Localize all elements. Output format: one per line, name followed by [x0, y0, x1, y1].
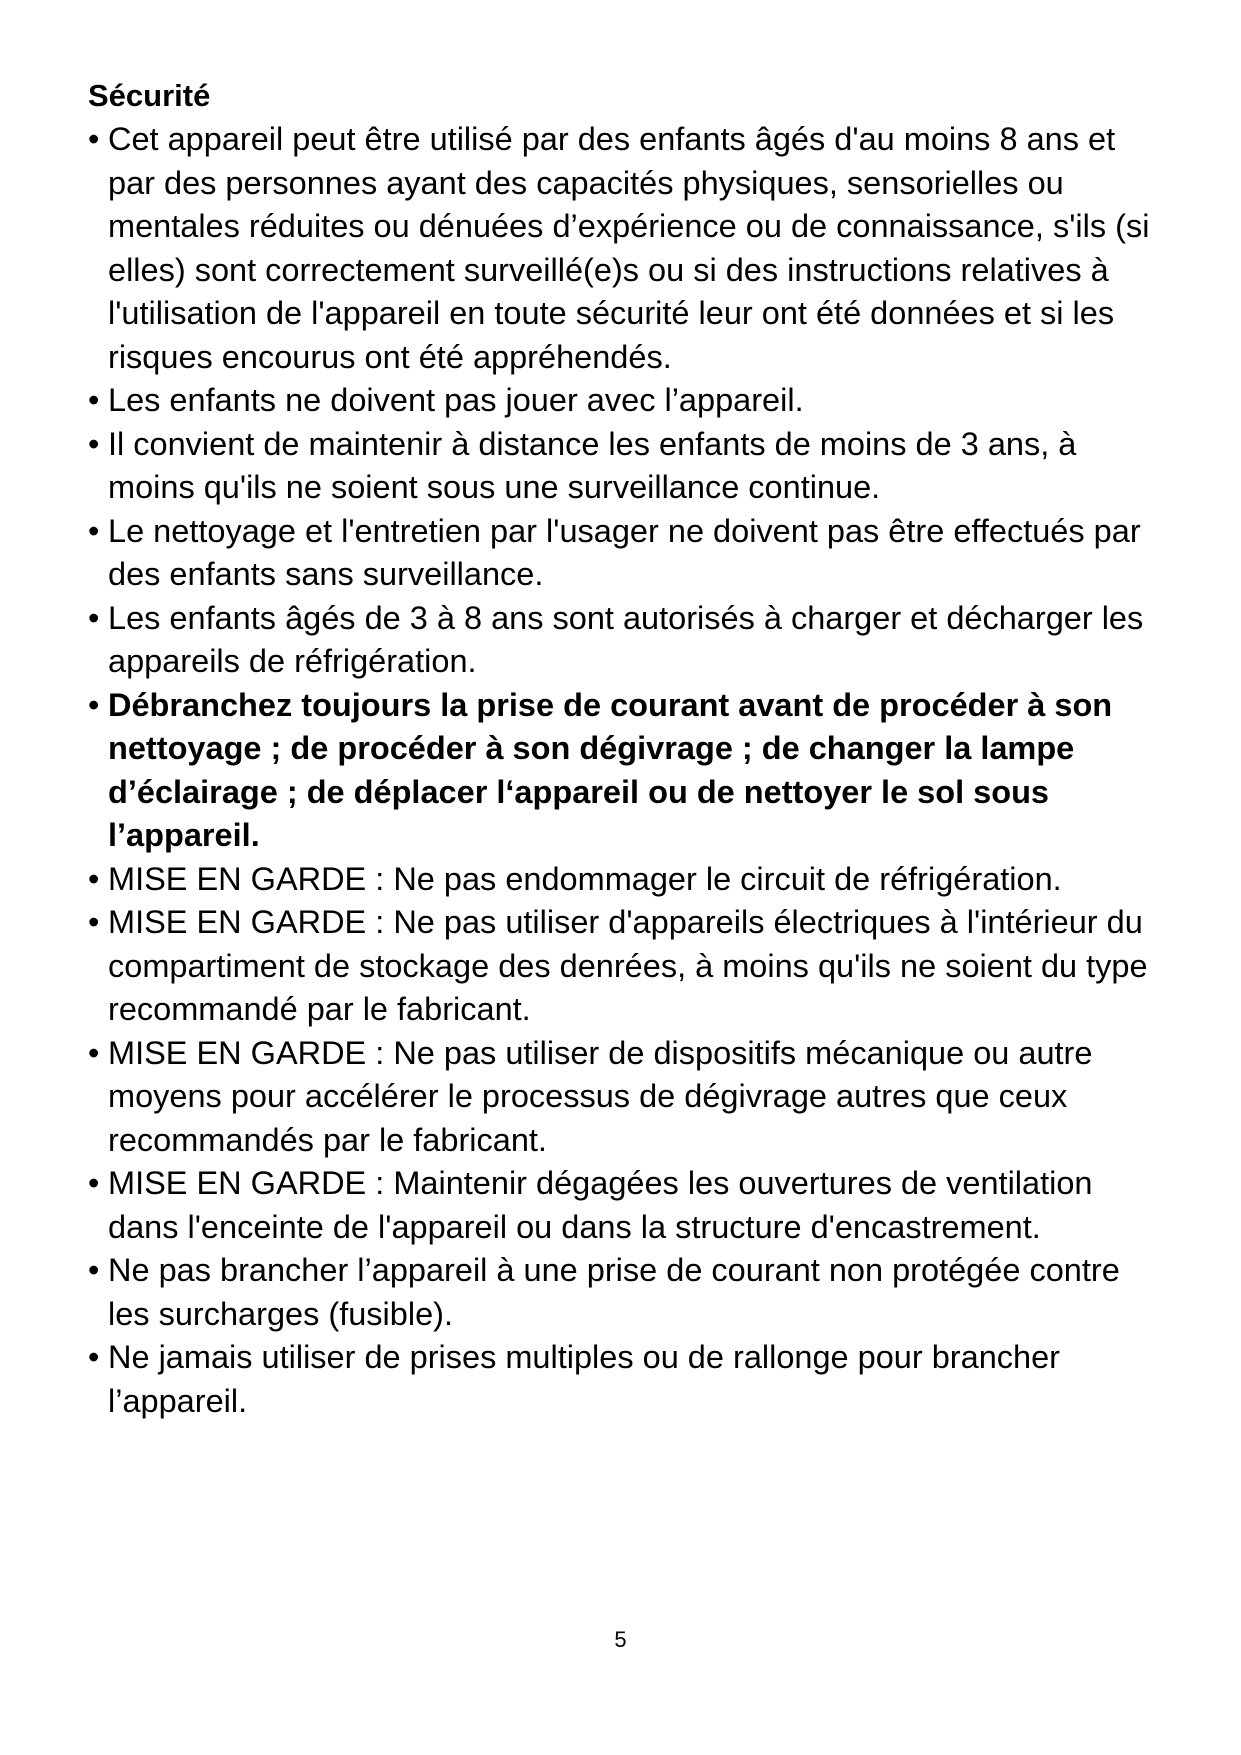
safety-list-item-text: Débranchez toujours la prise de courant avant de procéder à son nettoyage ; de procéder à son dégivrage ; de changer la lampe d’éclairage ; de déplacer l‘appareil ou de nettoyer le sol sous l’appareil. [108, 686, 1113, 853]
safety-list-item [88, 1336, 1163, 1423]
bullet-icon: • [88, 860, 100, 897]
bullet-icon: • [88, 1252, 100, 1288]
safety-list-item [88, 510, 1163, 597]
safety-list-item [88, 379, 1163, 423]
safety-list-item [88, 118, 1163, 379]
safety-list-item-text: MISE EN GARDE : Ne pas endommager le circuit de réfrigération. [108, 860, 1062, 897]
safety-list-item-text: Le nettoyage et l'entretien par l'usager ne doivent pas être effectués par des enfants sans surveillance. [108, 512, 1141, 592]
safety-list-item [88, 684, 1163, 858]
bullet-icon: • [88, 425, 100, 462]
safety-list-item [88, 901, 1163, 1032]
safety-list-item-text: Ne pas brancher l’appareil à une prise de courant non protégée contre les surcharges (fusible). [108, 1252, 1120, 1332]
safety-list [88, 118, 1163, 1423]
bullet-icon: • [88, 1339, 100, 1375]
safety-list-item-text: Les enfants ne doivent pas jouer avec l’appareil. [108, 382, 804, 418]
page-number: 5 [614, 1627, 627, 1652]
bullet-icon: • [88, 382, 100, 418]
safety-list-item-text: Les enfants âgés de 3 à 8 ans sont autorisés à charger et décharger les appareils de réfrigération. [108, 599, 1144, 679]
page-content [88, 74, 1163, 1423]
safety-list-item [88, 423, 1163, 510]
bullet-icon: • [88, 904, 100, 940]
safety-list-item [88, 597, 1163, 684]
safety-list-item [88, 1162, 1163, 1249]
safety-list-item-text: MISE EN GARDE : Maintenir dégagées les ouvertures de ventilation dans l'enceinte de l'appareil ou dans la structure d'encastrement. [108, 1165, 1093, 1245]
section-heading: Sécurité [88, 78, 211, 113]
bullet-icon: • [88, 1034, 100, 1071]
safety-list-item [88, 1249, 1163, 1336]
safety-list-item-text: MISE EN GARDE : Ne pas utiliser de dispositifs mécanique ou autre moyens pour accélérer le processus de dégivrage autres que ceux recommandés par le fabricant. [108, 1034, 1093, 1158]
bullet-icon: • [88, 686, 100, 723]
safety-list-item-text: MISE EN GARDE : Ne pas utiliser d'appareils électriques à l'intérieur du compartiment de stockage des denrées, à moins qu'ils ne soient du type recommandé par le fabricant. [108, 904, 1148, 1027]
safety-list-item-text: Ne jamais utiliser de prises multiples ou de rallonge pour brancher l’appareil. [108, 1339, 1061, 1419]
bullet-icon: • [88, 1165, 100, 1201]
safety-list-item [88, 858, 1163, 902]
bullet-icon: • [88, 512, 100, 549]
bullet-icon: • [88, 599, 100, 636]
safety-list-item-text: Il convient de maintenir à distance les enfants de moins de 3 ans, à moins qu'ils ne soient sous une surveillance continue. [108, 425, 1077, 505]
bullet-icon: • [88, 121, 100, 157]
safety-list-item-text: Cet appareil peut être utilisé par des enfants âgés d'au moins 8 ans et par des personnes ayant des capacités physiques, sensorielles ou mentales réduites ou dénuées d’expérience ou de connaissance, s'ils (si elles) sont correctement surveillé(e)s ou si des instructions relatives à l'utilisation de l'appareil en toute sécurité leur ont été données et si les risques encourus ont été appréhendés. [108, 121, 1150, 375]
safety-list-item [88, 1032, 1163, 1163]
